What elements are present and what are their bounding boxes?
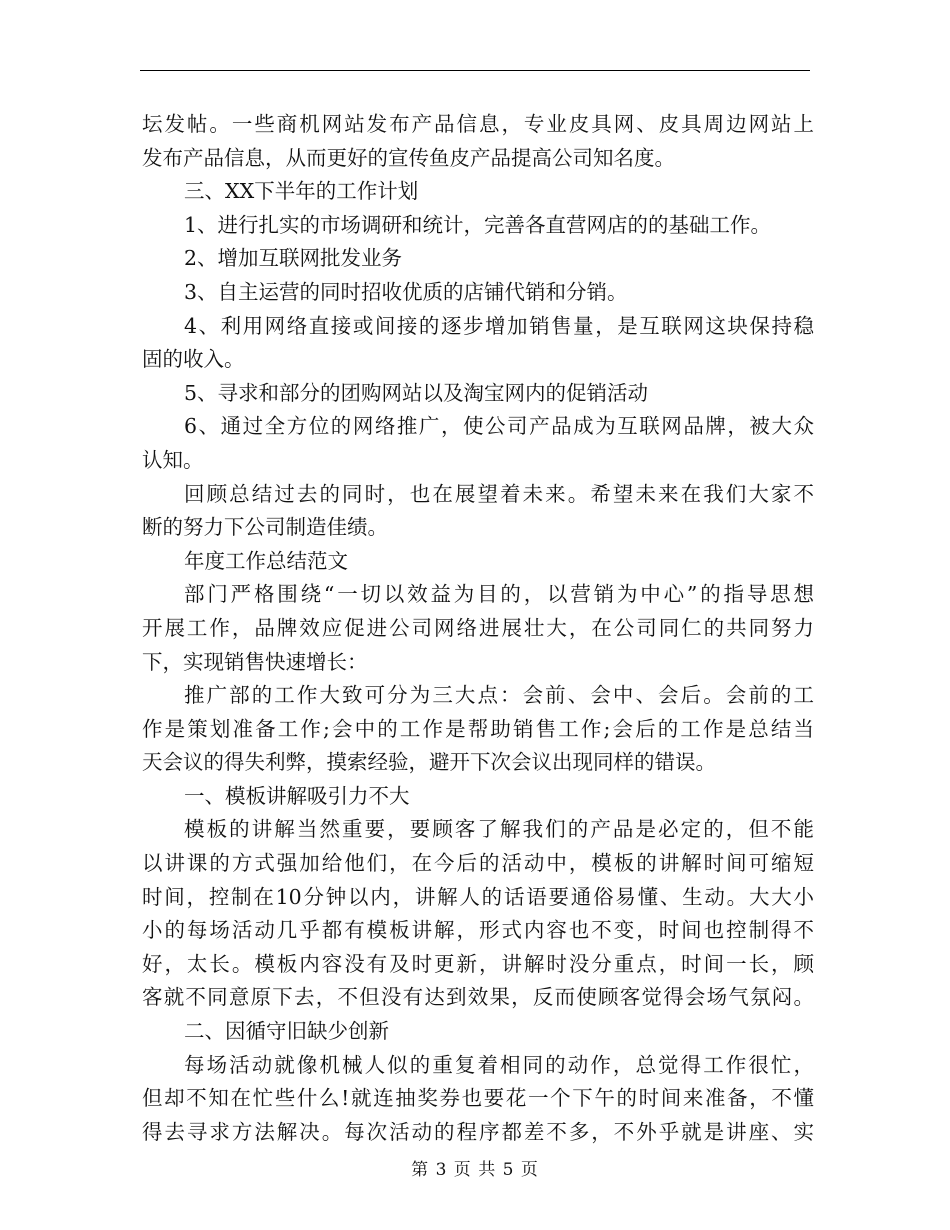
text-line: 3、自主运营的同时招收优质的店铺代销和分销。 [184, 279, 628, 304]
text-line: 天会议的得失利弊，摸索经验，避开下次会议出现同样的错误。 [142, 750, 716, 775]
text-line: 但却不知在忙些什么!就连抽奖券也要花一个下午的时间来准备，不懂 [142, 1086, 814, 1111]
text-line: 小的每场活动几乎都有模板讲解，形式内容也不变，时间也控制得不 [142, 918, 814, 943]
text-line: 回顾总结过去的同时，也在展望着未来。希望未来在我们大家不 [184, 481, 814, 506]
text-line: 一、模板讲解吸引力不大 [184, 783, 410, 808]
text-line: 部门严格围绕“一切以效益为目的，以营销为中心”的指导思想 [184, 582, 814, 607]
text-line: 作是策划准备工作;会中的工作是帮助销售工作;会后的工作是总结当 [142, 716, 814, 741]
text-line: 模板的讲解当然重要，要顾客了解我们的产品是必定的，但不能 [184, 817, 814, 842]
text-line: 开展工作，品牌效应促进公司网络进展壮大，在公司同仁的共同努力 [142, 615, 814, 640]
header-rule [140, 70, 810, 71]
text-line: 坛发帖。一些商机网站发布产品信息，专业皮具网、皮具周边网站上 [142, 112, 814, 136]
text-line: 年度工作总结范文 [184, 548, 348, 573]
text-line: 好，太长。模板内容没有及时更新，讲解时没分重点，时间一长，顾 [142, 951, 814, 976]
text-line: 认知。 [142, 447, 204, 472]
text-line: 时间，控制在10分钟以内，讲解人的话语要通俗易懂、生动。大大小 [142, 884, 814, 909]
text-line: 以讲课的方式强加给他们，在今后的活动中，模板的讲解时间可缩短 [142, 851, 814, 876]
text-line: 固的收入。 [142, 347, 245, 372]
text-line: 2、增加互联网批发业务 [184, 246, 403, 271]
text-line: 4、利用网络直接或间接的逐步增加销售量，是互联网这块保持稳 [184, 313, 814, 338]
text-line: 1、进行扎实的市场调研和统计，完善各直营网店的的基础工作。 [184, 212, 772, 237]
text-line: 断的努力下公司制造佳绩。 [142, 515, 388, 540]
page-number-footer: 第 3 页 共 5 页 [411, 1160, 539, 1180]
text-line: 二、因循守旧缺少创新 [184, 1019, 389, 1044]
text-line: 6、通过全方位的网络推广，使公司产品成为互联网品牌，被大众 [184, 414, 814, 439]
text-line: 三、XX下半年的工作计划 [184, 179, 419, 204]
text-line: 下，实现销售快速增长： [142, 649, 368, 674]
text-line: 推广部的工作大致可分为三大点：会前、会中、会后。会前的工 [184, 683, 814, 708]
text-line: 每场活动就像机械人似的重复着相同的动作，总觉得工作很忙， [184, 1052, 814, 1077]
text-line: 发布产品信息，从而更好的宣传鱼皮产品提高公司知名度。 [142, 145, 675, 170]
document-body [142, 108, 814, 1149]
text-line: 得去寻求方法解决。每次活动的程序都差不多，不外乎就是讲座、实 [142, 1119, 814, 1144]
text-line: 5、寻求和部分的团购网站以及淘宝网内的促销活动 [184, 380, 649, 405]
text-line: 客就不同意原下去，不但没有达到效果，反而使顾客觉得会场气氛闷。 [142, 985, 814, 1010]
